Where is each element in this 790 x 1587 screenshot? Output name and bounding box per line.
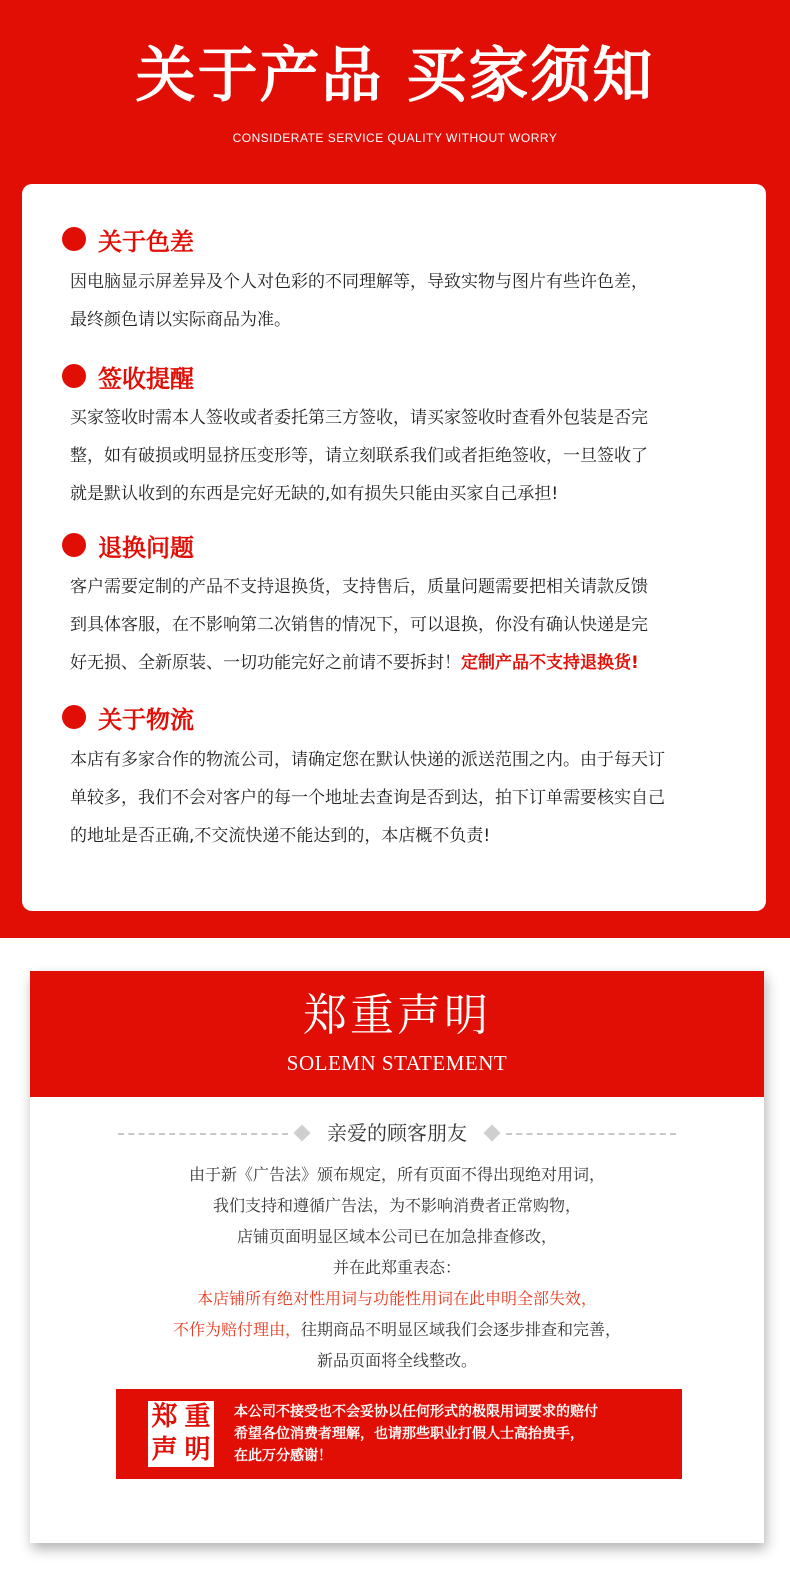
statement-line: 新品页面将全线整改。	[316, 1351, 477, 1370]
section-returns-body	[70, 568, 742, 682]
divider-right	[506, 1133, 676, 1135]
seal-char: 重	[184, 1402, 211, 1432]
section-text-line: 的地址是否正确,不交流快递不能达到的，本店概不负责!	[70, 826, 491, 846]
section-title: 退换问题	[98, 533, 194, 562]
statement-line: 我们支持和遵循广告法，为不影响消费者正常购物，	[212, 1196, 581, 1215]
section-text-line: 本店有多家合作的物流公司，请确定您在默认快递的派送范围之内。由于每天订	[70, 750, 665, 770]
page-title: 关于产品 买家须知	[135, 41, 655, 111]
section-text-line: 买家签收时需本人签收或者委托第三方签收，请买家签收时查看外包装是否完	[70, 408, 648, 428]
notice-line: 希望各位消费者理解，也请那些职业打假人士高抬贵手，	[234, 1426, 584, 1442]
seal-char: 明	[184, 1435, 211, 1465]
bullet-dot-icon	[62, 364, 86, 388]
section-logistics-header	[62, 701, 194, 733]
statement-text: 往期商品不明显区域我们会逐步排查和完善，	[301, 1320, 622, 1339]
section-text-line: 客户需要定制的产品不支持退换货，支持售后，质量问题需要把相关请款反馈	[70, 577, 648, 597]
section-color-difference-header	[62, 223, 194, 255]
page-subtitle: CONSIDERATE SERVICE QUALITY WITHOUT WORRY	[232, 131, 558, 145]
bullet-dot-icon	[62, 227, 86, 251]
section-text-line: 整，如有破损或明显挤压变形等，请立刻联系我们或者拒绝签收，一旦签收了	[70, 446, 648, 466]
section-text-line: 因电脑显示屏差异及个人对色彩的不同理解等，导致实物与图片有些许色差，	[70, 272, 648, 292]
section-text-line: 最终颜色请以实际商品为准。	[70, 310, 291, 330]
bullet-dot-icon	[62, 705, 86, 729]
section-signing-body	[70, 399, 742, 513]
statement-red-line: 本店铺所有绝对性用词与功能性用词在此申明全部失效，	[196, 1289, 597, 1308]
section-title: 关于物流	[98, 705, 194, 734]
section-text-line: 到具体客服，在不影响第二次销售的情况下，可以退换，你没有确认快递是完	[70, 615, 648, 635]
section-text-line: 就是默认收到的东西是完好无缺的,如有损失只能由买家自己承担!	[70, 484, 559, 504]
statement-line: 店铺页面明显区域本公司已在加急排查修改，	[236, 1227, 557, 1246]
greeting-row	[30, 1119, 764, 1147]
notice-card	[22, 184, 766, 911]
seal-char: 郑	[151, 1402, 178, 1432]
notice-line: 在此万分感谢！	[234, 1448, 332, 1464]
statement-body	[30, 1159, 764, 1376]
statement-notice-box	[116, 1389, 682, 1479]
statement-line: 由于新《广告法》颁布规定，所有页面不得出现绝对用词，	[188, 1165, 605, 1184]
section-logistics-body	[70, 741, 742, 855]
section-color-difference-body	[70, 263, 742, 339]
greeting-text: 亲爱的顾客朋友	[327, 1121, 467, 1145]
bullet-dot-icon	[62, 533, 86, 557]
custom-no-return-highlight: 定制产品不支持退换货!	[461, 653, 639, 673]
notice-line: 本公司不接受也不会妥协以任何形式的极限用词要求的赔付	[234, 1404, 598, 1420]
statement-title: 郑重声明	[303, 990, 491, 1041]
statement-red-phrase: 不作为赔付理由，	[172, 1320, 301, 1339]
statement-subtitle: SOLEMN STATEMENT	[286, 1051, 508, 1075]
section-text: 好无损、全新原装、一切功能完好之前请不要拆封！	[70, 653, 461, 673]
section-text-line: 单较多，我们不会对客户的每一个地址去查询是否到达，拍下订单需要核实自己	[70, 788, 665, 808]
statement-header	[30, 971, 764, 1097]
section-text-line	[70, 644, 742, 682]
section-title: 签收提醒	[98, 364, 194, 393]
statement-line: 并在此郑重表态：	[332, 1258, 461, 1277]
seal-char: 声	[151, 1435, 178, 1465]
statement-mixed-line	[30, 1314, 764, 1345]
section-title: 关于色差	[98, 227, 194, 256]
solemn-statement-panel	[30, 971, 764, 1543]
section-signing-header	[62, 360, 194, 392]
section-returns-header	[62, 529, 194, 561]
solemn-statement-seal	[148, 1401, 214, 1467]
notice-text	[234, 1401, 674, 1467]
